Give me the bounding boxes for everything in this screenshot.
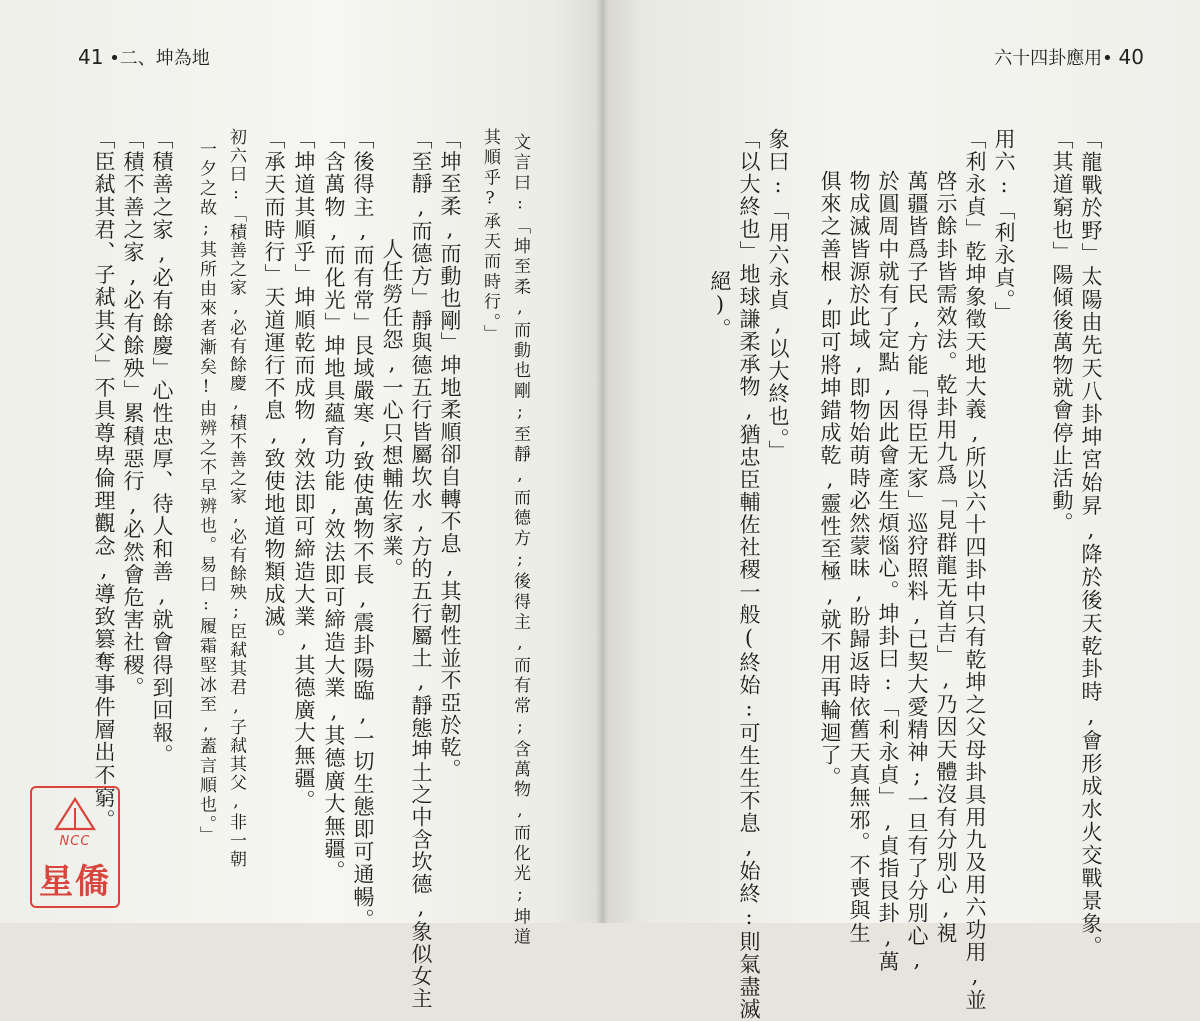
text-column: 「坤至柔,而動也剛」坤地柔順卻自轉不息,其韌性並不亞於乾。 (438, 128, 462, 781)
text-column: 「其道窮也」陽傾後萬物就會停止活動。 (1050, 128, 1074, 535)
text-column: 「積不善之家,必有餘殃」累積惡行,必然會危害社稷。 (121, 128, 145, 699)
stamp-name: 星僑 (39, 862, 111, 902)
text-column: 「利永貞」乾坤象徵天地大義,所以六十四卦中只有乾坤之父母卦具用九及用六功用,並 (963, 128, 987, 1012)
text-column: 初六曰:「積善之家,必有餘慶,積不善之家,必有餘殃;臣弒其君,子弒其父,非一朝 (226, 128, 246, 869)
text-column: 「龍戰於野」太陽由先天八卦坤宮始昇,降於後天乾卦時,會形成水火交戰景象。 (1079, 128, 1103, 959)
text-column: 「臣弒其君、子弒其父」不具尊卑倫理觀念,導致篡奪事件層出不窮。 (92, 128, 116, 832)
left-page-header (78, 44, 210, 70)
text-column: 「積善之家,必有餘慶」心性忠厚、待人和善,就會得到回報。 (150, 128, 174, 767)
right-page-header (994, 44, 1144, 70)
text-column: 人任勞任怨,一心只想輔佐家業。 (380, 238, 404, 580)
left-page (0, 0, 602, 1010)
text-column: 其順乎?承天而時行。」 (480, 128, 500, 345)
text-column: 「至靜,而德方」靜與德五行皆屬坎水,方的五行屬土,靜態坤土之中含坎德,象似女主 (409, 128, 433, 1010)
text-column: 象曰:「用六永貞,以大終也。」 (766, 128, 790, 463)
left-running-head: •二、坤為地 (109, 48, 210, 69)
text-column: 啓示餘卦皆需效法。乾卦用九爲「見群龍无首吉」,乃因天體沒有分別心,視 (934, 170, 958, 945)
text-column: 「後得主,而有常」艮域嚴寒,致使萬物不長,震卦陽臨,一切生態即可通暢。 (351, 128, 375, 931)
text-column: 一夕之故;其所由來者漸矣!由辨之不早辨也。易曰:履霜堅冰至,蓋言順也。」 (196, 140, 216, 846)
text-column: 「坤道其順乎」坤順乾而成物,效法即可締造大業,其德廣大無疆。 (292, 128, 316, 812)
text-column: 物成滅皆源於此域,即物始萌時必然蒙昧,盼歸返時依舊天真無邪。不喪與生 (847, 170, 871, 945)
text-column: 「含萬物,而化光」坤地具蘊育功能,效法即可締造大業,其德廣大無疆。 (322, 128, 346, 883)
text-column: 於圓周中就有了定點,因此會產生煩惱心。坤卦曰:「利永貞」,貞指艮卦,萬 (876, 170, 900, 973)
text-column: 文言曰:「坤至柔,而動也剛;至靜,而德方;後得主,而有常;含萬物,而化光;坤道 (510, 133, 530, 948)
right-page-number: 40 (1118, 45, 1144, 69)
left-page-number: 41 (78, 45, 104, 69)
book-gutter (596, 0, 608, 923)
text-column: 「以大終也」地球謙柔承物,猶忠臣輔佐社稷一般(終始:可生生不息,始終:則氣盡滅 (737, 128, 761, 1021)
text-column: 俱來之善根,即可將坤錯成乾,靈性至極,就不用再輪迴了。 (818, 170, 842, 790)
text-column: 用六:「利永貞。」 (992, 128, 1016, 324)
text-column: 萬疆皆爲子民,方能「得臣无家」巡狩照料,已契大愛精神;一旦有了分別心, (905, 170, 929, 973)
text-column: 絕)。 (708, 270, 732, 341)
right-running-head: 六十四卦應用• (994, 48, 1113, 69)
text-column: 「承天而時行」天道運行不息,致使地道物類成滅。 (262, 128, 286, 651)
right-page (602, 0, 1200, 1021)
triangle-icon (53, 796, 97, 832)
stamp-ncc-text: NCC (59, 834, 91, 849)
ncc-stamp (30, 786, 120, 908)
